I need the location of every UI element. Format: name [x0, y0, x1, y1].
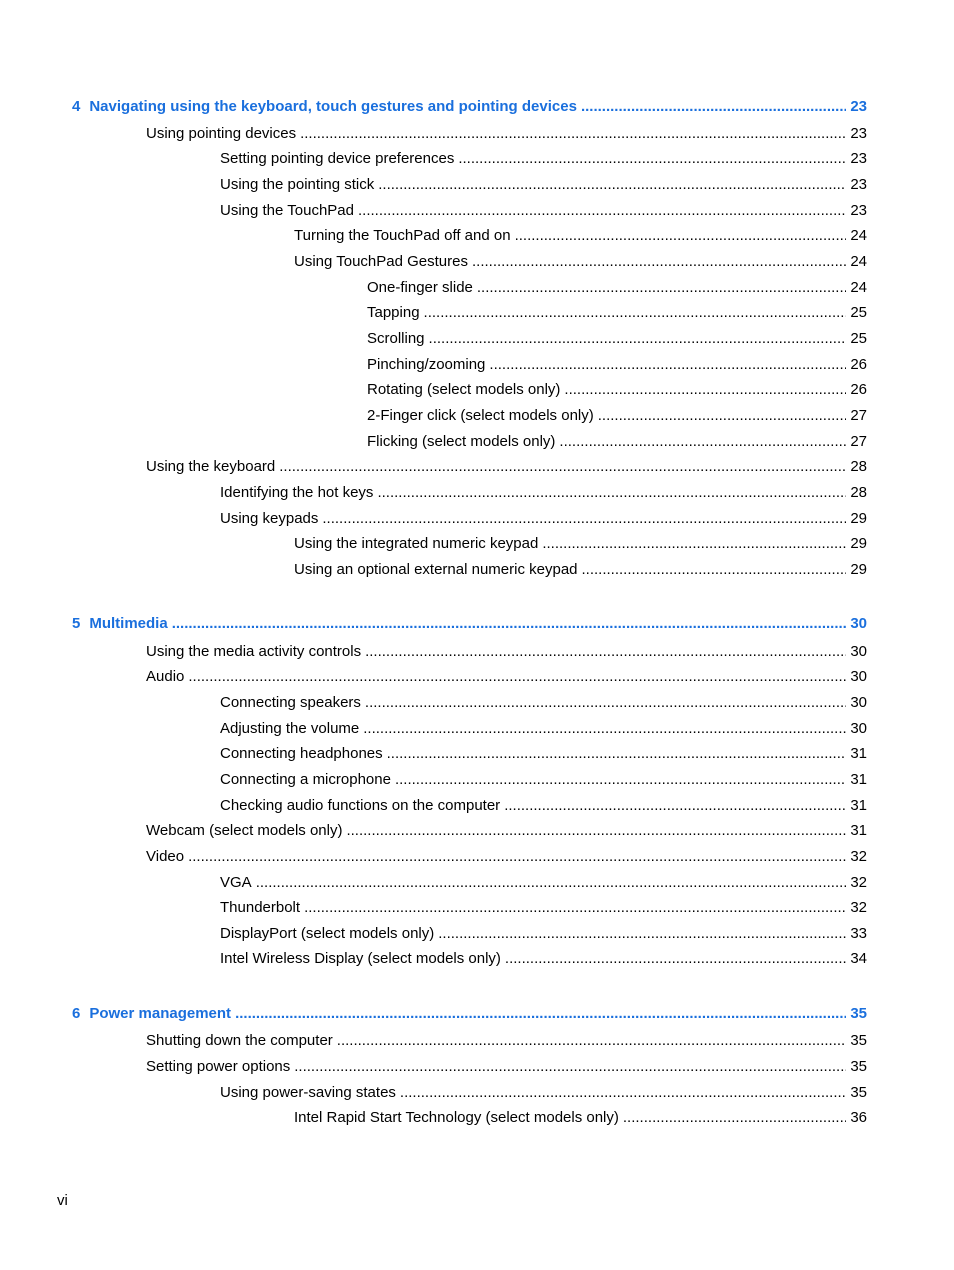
toc-entry-title: Identifying the hot keys — [220, 484, 374, 501]
dot-leader — [623, 1108, 846, 1128]
toc-page-number: 23 — [850, 176, 867, 193]
toc-entry[interactable] — [294, 560, 867, 580]
toc-entry-title: Using the TouchPad — [220, 202, 354, 219]
toc-page-number: 25 — [850, 304, 867, 321]
toc-entry[interactable] — [146, 642, 867, 662]
page-number: vi — [57, 1192, 68, 1209]
toc-page-number: 31 — [850, 822, 867, 839]
toc-entry-title: 2-Finger click (select models only) — [367, 407, 594, 424]
dot-leader — [294, 1057, 846, 1077]
toc-entry[interactable] — [220, 924, 867, 944]
toc-page-number: 35 — [850, 1084, 867, 1101]
toc-entry[interactable] — [220, 509, 867, 529]
toc-entry-title: Multimedia — [89, 615, 168, 632]
toc-entry-title: Intel Rapid Start Technology (select models only) — [294, 1109, 619, 1126]
toc-entry-title: Video — [146, 848, 185, 865]
dot-leader — [322, 509, 846, 529]
dot-leader — [363, 719, 846, 739]
toc-entry-title: Webcam (select models only) — [146, 822, 343, 839]
toc-page-number: 29 — [850, 535, 867, 552]
toc-entry-title: Setting power options — [146, 1058, 291, 1075]
toc-entry[interactable] — [146, 124, 867, 144]
toc-entry[interactable] — [146, 667, 867, 687]
toc-entry[interactable] — [294, 252, 867, 272]
toc-page-number: 26 — [850, 356, 867, 373]
dot-leader — [477, 278, 846, 298]
toc-entry-title: Using the pointing stick — [220, 176, 375, 193]
toc-chapter-entry[interactable] — [72, 614, 867, 634]
toc-page-number: 31 — [850, 797, 867, 814]
toc-entry[interactable] — [146, 457, 867, 477]
toc-entry[interactable] — [294, 226, 867, 246]
toc-entry[interactable] — [220, 693, 867, 713]
toc-entry[interactable] — [146, 821, 867, 841]
toc-chapter-entry[interactable] — [72, 97, 867, 117]
dot-leader — [337, 1031, 847, 1051]
toc-entry[interactable] — [220, 483, 867, 503]
dot-leader — [472, 252, 846, 272]
toc-page-number: 24 — [850, 227, 867, 244]
dot-leader — [559, 432, 846, 452]
toc-entry-title: Setting pointing device preferences — [220, 150, 455, 167]
toc-entry[interactable] — [146, 1057, 867, 1077]
toc-entry-title: One-finger slide — [367, 279, 473, 296]
toc-entry[interactable] — [220, 744, 867, 764]
toc-entry[interactable] — [220, 175, 867, 195]
dot-leader — [172, 614, 847, 634]
toc-entry[interactable] — [367, 329, 867, 349]
toc-page-number: 28 — [850, 458, 867, 475]
dot-leader — [598, 406, 847, 426]
toc-page-number: 23 — [850, 125, 867, 142]
dot-leader — [438, 924, 846, 944]
toc-page-number: 23 — [850, 202, 867, 219]
toc-entry-title: Using keypads — [220, 510, 319, 527]
toc-entry[interactable] — [146, 847, 867, 867]
dot-leader — [365, 642, 846, 662]
toc-entry-title: Navigating using the keyboard, touch gestures and pointing devices — [89, 98, 577, 115]
dot-leader — [378, 175, 846, 195]
toc-entry-title: Using TouchPad Gestures — [294, 253, 468, 270]
dot-leader — [304, 898, 846, 918]
toc-page-number: 35 — [850, 1058, 867, 1075]
toc-page-number: 27 — [850, 407, 867, 424]
dot-leader — [542, 534, 846, 554]
toc-page-number: 29 — [850, 510, 867, 527]
toc-entry[interactable] — [220, 873, 867, 893]
dot-leader — [489, 355, 846, 375]
toc-entry-title: Using the integrated numeric keypad — [294, 535, 539, 552]
toc-entry-title: Adjusting the volume — [220, 720, 360, 737]
dot-leader — [424, 303, 847, 323]
toc-entry[interactable] — [220, 770, 867, 790]
chapter-number: 6 — [72, 1005, 81, 1022]
toc-entry[interactable] — [220, 949, 867, 969]
toc-entry-title: Flicking (select models only) — [367, 433, 556, 450]
toc-page-number: 31 — [850, 745, 867, 762]
toc-entry[interactable] — [220, 719, 867, 739]
dot-leader — [395, 770, 846, 790]
toc-page-number: 27 — [850, 433, 867, 450]
toc-page-number: 30 — [850, 643, 867, 660]
toc-page-number: 31 — [850, 771, 867, 788]
toc-entry-title: Connecting speakers — [220, 694, 361, 711]
dot-leader — [188, 847, 846, 867]
dot-leader — [581, 97, 846, 117]
chapter-number: 5 — [72, 615, 81, 632]
dot-leader — [429, 329, 847, 349]
dot-leader — [235, 1004, 846, 1024]
toc-entry-title: VGA — [220, 874, 252, 891]
toc-entry[interactable] — [367, 406, 867, 426]
toc-entry[interactable] — [220, 898, 867, 918]
dot-leader — [300, 124, 846, 144]
toc-entry-title: Using the keyboard — [146, 458, 276, 475]
toc-page-number: 23 — [850, 98, 867, 115]
toc-entry-title: DisplayPort (select models only) — [220, 925, 435, 942]
dot-leader — [505, 949, 846, 969]
toc-page-number: 34 — [850, 950, 867, 967]
toc-entry-title: Tapping — [367, 304, 420, 321]
toc-entry-title: Scrolling — [367, 330, 425, 347]
toc-entry-title: Using the media activity controls — [146, 643, 362, 660]
toc-page-number: 30 — [850, 720, 867, 737]
toc-page-number: 29 — [850, 561, 867, 578]
dot-leader — [377, 483, 846, 503]
dot-leader — [564, 380, 846, 400]
toc-page-number: 24 — [850, 253, 867, 270]
toc-entry[interactable] — [220, 149, 867, 169]
chapter-number: 4 — [72, 98, 81, 115]
toc-page-number: 32 — [850, 848, 867, 865]
toc-entry[interactable] — [294, 1108, 867, 1128]
toc-page-number: 30 — [850, 668, 867, 685]
toc-page-number: 28 — [850, 484, 867, 501]
dot-leader — [504, 796, 846, 816]
dot-leader — [400, 1083, 846, 1103]
dot-leader — [188, 667, 846, 687]
toc-entry-title: Audio — [146, 668, 185, 685]
toc-entry[interactable] — [220, 796, 867, 816]
toc-entry-title: Connecting headphones — [220, 745, 383, 762]
toc-entry[interactable] — [367, 380, 867, 400]
toc-page-number: 30 — [850, 615, 867, 632]
toc-page-number: 35 — [850, 1032, 867, 1049]
dot-leader — [346, 821, 846, 841]
toc-entry-title: Using power-saving states — [220, 1084, 396, 1101]
toc-entry[interactable] — [367, 278, 867, 298]
toc-entry[interactable] — [367, 303, 867, 323]
toc-page-number: 32 — [850, 899, 867, 916]
dot-leader — [358, 201, 846, 221]
dot-leader — [582, 560, 847, 580]
toc-entry[interactable] — [367, 432, 867, 452]
toc-entry-title: Rotating (select models only) — [367, 381, 561, 398]
toc-entry[interactable] — [294, 534, 867, 554]
toc-entry[interactable] — [367, 355, 867, 375]
dot-leader — [458, 149, 846, 169]
toc-entry-title: Turning the TouchPad off and on — [294, 227, 511, 244]
toc-entry-title: Connecting a microphone — [220, 771, 391, 788]
toc-entry-title: Using pointing devices — [146, 125, 297, 142]
toc-entry-title: Checking audio functions on the computer — [220, 797, 501, 814]
toc-entry[interactable] — [220, 201, 867, 221]
dot-leader — [365, 693, 846, 713]
toc-page-number: 33 — [850, 925, 867, 942]
toc-entry[interactable] — [220, 1083, 867, 1103]
toc-entry-title: Thunderbolt — [220, 899, 301, 916]
toc-page-number: 23 — [850, 150, 867, 167]
toc-page-number: 24 — [850, 279, 867, 296]
toc-chapter-entry[interactable] — [72, 1004, 867, 1024]
toc-page-number: 32 — [850, 874, 867, 891]
toc-entry-title: Using an optional external numeric keypad — [294, 561, 578, 578]
toc-entry-title: Power management — [89, 1005, 232, 1022]
toc-entry-title: Shutting down the computer — [146, 1032, 333, 1049]
dot-leader — [387, 744, 847, 764]
toc-page-number: 26 — [850, 381, 867, 398]
toc-page-number: 35 — [850, 1005, 867, 1022]
toc-page-number: 25 — [850, 330, 867, 347]
toc-entry-title: Pinching/zooming — [367, 356, 486, 373]
dot-leader — [256, 873, 847, 893]
dot-leader — [515, 226, 847, 246]
toc-entry-title: Intel Wireless Display (select models only) — [220, 950, 501, 967]
toc-page-number: 30 — [850, 694, 867, 711]
dot-leader — [279, 457, 846, 477]
toc-entry[interactable] — [146, 1031, 867, 1051]
toc-page-number: 36 — [850, 1109, 867, 1126]
